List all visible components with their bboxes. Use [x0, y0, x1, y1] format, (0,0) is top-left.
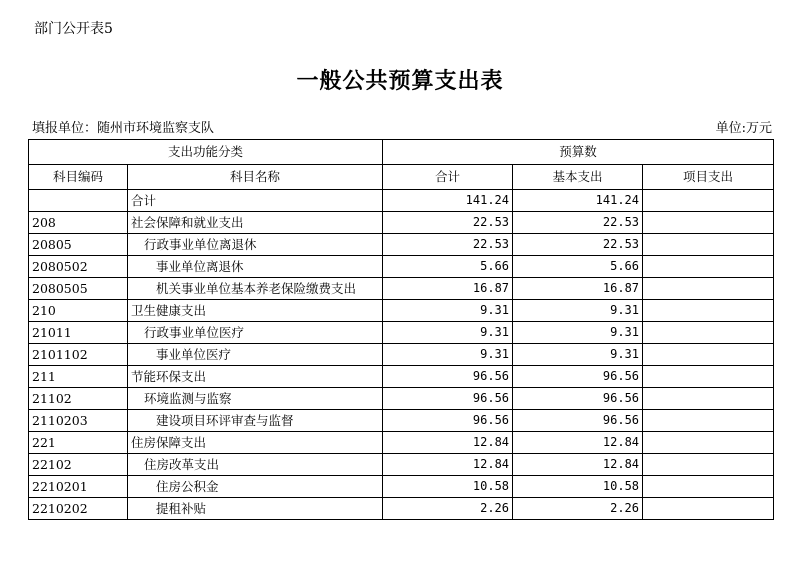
- basic-cell: 9.31: [513, 300, 643, 322]
- page-title: 一般公共预算支出表: [296, 68, 504, 94]
- header-budget: 预算数: [383, 140, 774, 165]
- project-cell: [643, 388, 774, 410]
- total-cell: 9.31: [383, 322, 513, 344]
- total-cell: 9.31: [383, 300, 513, 322]
- basic-cell: 12.84: [513, 454, 643, 476]
- basic-cell: 9.31: [513, 322, 643, 344]
- code-cell: 22102: [29, 454, 128, 476]
- filling-unit: 填报单位：随州市环境监察支队: [32, 121, 215, 136]
- total-cell: 2.26: [383, 498, 513, 520]
- name-cell: 住房公积金: [128, 476, 383, 498]
- name-cell: 行政事业单位医疗: [128, 322, 383, 344]
- code-cell: 211: [29, 366, 128, 388]
- name-cell: 合计: [128, 190, 383, 212]
- code-cell: 2080505: [29, 278, 128, 300]
- name-cell: 社会保障和就业支出: [128, 212, 383, 234]
- table-row: [29, 256, 774, 278]
- total-cell: 96.56: [383, 410, 513, 432]
- name-cell: 卫生健康支出: [128, 300, 383, 322]
- name-cell: 机关事业单位基本养老保险缴费支出: [128, 278, 383, 300]
- basic-cell: 22.53: [513, 212, 643, 234]
- basic-cell: 22.53: [513, 234, 643, 256]
- basic-cell: 16.87: [513, 278, 643, 300]
- doc-tag: 部门公开表5: [34, 21, 113, 37]
- header-code: 科目编码: [29, 165, 128, 190]
- name-cell: 提租补贴: [128, 498, 383, 520]
- name-cell: 住房改革支出: [128, 454, 383, 476]
- project-cell: [643, 212, 774, 234]
- total-cell: 16.87: [383, 278, 513, 300]
- total-cell: 5.66: [383, 256, 513, 278]
- project-cell: [643, 234, 774, 256]
- project-cell: [643, 278, 774, 300]
- project-cell: [643, 498, 774, 520]
- code-cell: 210: [29, 300, 128, 322]
- code-cell: 2210201: [29, 476, 128, 498]
- currency-unit: 单位:万元: [715, 121, 772, 136]
- basic-cell: 96.56: [513, 366, 643, 388]
- name-cell: 环境监测与监察: [128, 388, 383, 410]
- table-row: [29, 300, 774, 322]
- project-cell: [643, 432, 774, 454]
- table-row: [29, 498, 774, 520]
- basic-cell: 141.24: [513, 190, 643, 212]
- code-cell: 21011: [29, 322, 128, 344]
- project-cell: [643, 454, 774, 476]
- total-cell: 10.58: [383, 476, 513, 498]
- table-row: [29, 212, 774, 234]
- basic-cell: 96.56: [513, 410, 643, 432]
- project-cell: [643, 190, 774, 212]
- basic-cell: 96.56: [513, 388, 643, 410]
- header-function-class: 支出功能分类: [29, 140, 383, 165]
- project-cell: [643, 476, 774, 498]
- table-body: [29, 190, 774, 520]
- project-cell: [643, 322, 774, 344]
- code-cell: 221: [29, 432, 128, 454]
- code-cell: 2110203: [29, 410, 128, 432]
- table-row: [29, 366, 774, 388]
- code-cell: 2210202: [29, 498, 128, 520]
- name-cell: 事业单位离退休: [128, 256, 383, 278]
- table-row: [29, 410, 774, 432]
- name-cell: 行政事业单位离退休: [128, 234, 383, 256]
- project-cell: [643, 366, 774, 388]
- table-row: [29, 344, 774, 366]
- table-row: [29, 476, 774, 498]
- name-cell: 建设项目环评审查与监督: [128, 410, 383, 432]
- total-cell: 22.53: [383, 212, 513, 234]
- project-cell: [643, 344, 774, 366]
- project-cell: [643, 410, 774, 432]
- table-row: [29, 388, 774, 410]
- basic-cell: 10.58: [513, 476, 643, 498]
- table-row: [29, 432, 774, 454]
- code-cell: 20805: [29, 234, 128, 256]
- total-cell: 141.24: [383, 190, 513, 212]
- total-cell: 9.31: [383, 344, 513, 366]
- code-cell: [29, 190, 128, 212]
- name-cell: 住房保障支出: [128, 432, 383, 454]
- basic-cell: 9.31: [513, 344, 643, 366]
- total-cell: 96.56: [383, 366, 513, 388]
- table-row: [29, 322, 774, 344]
- code-cell: 208: [29, 212, 128, 234]
- header-total: 合计: [383, 165, 513, 190]
- total-cell: 96.56: [383, 388, 513, 410]
- code-cell: 21102: [29, 388, 128, 410]
- basic-cell: 5.66: [513, 256, 643, 278]
- header-name: 科目名称: [128, 165, 383, 190]
- code-cell: 2080502: [29, 256, 128, 278]
- table-row: [29, 190, 774, 212]
- table-row: [29, 278, 774, 300]
- project-cell: [643, 256, 774, 278]
- budget-table: [28, 139, 774, 520]
- project-cell: [643, 300, 774, 322]
- basic-cell: 2.26: [513, 498, 643, 520]
- table-row: [29, 454, 774, 476]
- header-project: 项目支出: [643, 165, 774, 190]
- code-cell: 2101102: [29, 344, 128, 366]
- header-group-row: [29, 140, 774, 165]
- header-column-row: [29, 165, 774, 190]
- name-cell: 事业单位医疗: [128, 344, 383, 366]
- total-cell: 12.84: [383, 454, 513, 476]
- header-basic: 基本支出: [513, 165, 643, 190]
- name-cell: 节能环保支出: [128, 366, 383, 388]
- total-cell: 12.84: [383, 432, 513, 454]
- total-cell: 22.53: [383, 234, 513, 256]
- basic-cell: 12.84: [513, 432, 643, 454]
- table-row: [29, 234, 774, 256]
